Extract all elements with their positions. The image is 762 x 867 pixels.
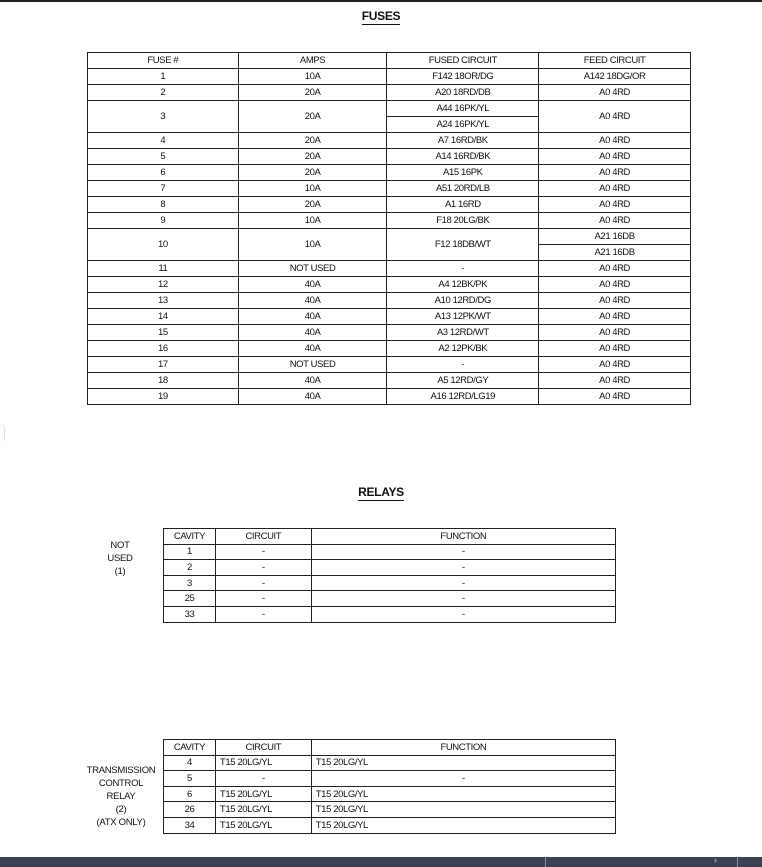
relay-cavity: 2 [164,560,216,576]
header-feed-circuit: FEED CIRCUIT [539,53,691,69]
relay-function: - [311,575,615,591]
relay-function: - [311,560,615,576]
relay-table-header [164,740,616,756]
fuse-row [88,181,691,197]
feed-circuit: A0 4RD [539,149,691,165]
relay-row [164,544,616,560]
relay-row [164,591,616,607]
fused-circuit-line: A24 16PK/YL [387,116,538,132]
relay-table-header [164,529,616,545]
fuse-row [88,133,691,149]
fuse-number: 7 [88,181,239,197]
fuse-number: 6 [88,165,239,181]
fuse-row [88,69,691,85]
fused-circuit: A2 12PK/BK [387,341,539,357]
label-line: USED [107,553,133,564]
relay-cavity: 33 [164,606,216,622]
fuse-amps: 10A [238,213,387,229]
fuse-amps: 40A [238,389,387,405]
relay-row [164,771,616,787]
fuse-amps: NOT USED [238,261,387,277]
relay-cavity: 3 [164,575,216,591]
fuse-number: 1 [88,69,239,85]
relay-function: T15 20LG/YL [311,786,615,802]
relay-circuit: T15 20LG/YL [215,817,311,833]
fuse-number: 12 [88,277,239,293]
fuse-row [88,85,691,101]
not-used-relay-table [163,528,616,623]
fused-circuit: F142 18OR/DG [387,69,539,85]
fuse-number: 2 [88,85,239,101]
relay-row [164,755,616,771]
relay-cavity: 26 [164,802,216,818]
relay-cavity: 6 [164,786,216,802]
fuse-amps: 10A [238,229,387,261]
relay-cavity: 34 [164,817,216,833]
fuse-table [87,52,691,405]
label-line: NOT [110,540,130,551]
fuse-row [88,293,691,309]
feed-circuit: A0 4RD [539,309,691,325]
feed-circuit: A0 4RD [539,341,691,357]
fused-circuit-line: A44 16PK/YL [436,103,490,114]
relay-circuit: T15 20LG/YL [215,786,311,802]
fuse-row [88,213,691,229]
fuse-row [88,197,691,213]
label-line: CONTROL [98,778,144,789]
fuse-number: 17 [88,357,239,373]
fused-circuit: A1 16RD [387,197,539,213]
fuse-number: 3 [88,101,239,133]
fuse-number: 14 [88,309,239,325]
header-function: FUNCTION [311,529,615,545]
fused-circuit: - [387,261,539,277]
feed-circuit-line: A21 16DB [594,231,635,242]
fuse-number: 11 [88,261,239,277]
relay-row [164,802,616,818]
header-cavity: CAVITY [164,740,216,756]
fuse-number: 13 [88,293,239,309]
page-edge-tab [0,424,5,442]
feed-circuit: A0 4RD [539,133,691,149]
header-fused-circuit: FUSED CIRCUIT [387,53,539,69]
fuse-amps: 40A [238,325,387,341]
fused-circuit: A20 18RD/DB [387,85,539,101]
fuse-row [88,165,691,181]
fuse-number: 16 [88,341,239,357]
relay-row [164,606,616,622]
header-circuit: CIRCUIT [215,529,311,545]
transmission-relay-table [163,739,616,834]
fused-circuit: A5 12RD/GY [387,373,539,389]
label-line: TRANSMISSION [86,765,156,776]
fused-circuit: A13 12PK/WT [387,309,539,325]
relay-circuit: T15 20LG/YL [215,755,311,771]
fused-circuit: F12 18DB/WT [387,229,539,261]
fuse-row [88,277,691,293]
fused-circuit: A7 16RD/BK [387,133,539,149]
fuse-amps: 40A [238,341,387,357]
footer-bar [0,857,762,867]
fuse-number: 4 [88,133,239,149]
fuse-amps: 20A [238,101,387,133]
feed-circuit: A0 4RD [539,325,691,341]
relay-circuit: - [215,544,311,560]
feed-circuit: A0 4RD [539,357,691,373]
fuse-amps: NOT USED [238,357,387,373]
fuse-amps: 10A [238,181,387,197]
fuse-number: 19 [88,389,239,405]
fuse-number: 18 [88,373,239,389]
feed-circuit: A0 4RD [539,261,691,277]
feed-circuit: A0 4RD [539,165,691,181]
relay-circuit: - [215,575,311,591]
fuse-row [88,261,691,277]
relays-title: RELAYS [358,485,404,499]
relay-cavity: 5 [164,771,216,787]
fuse-amps: 10A [238,69,387,85]
fused-circuit: A4 12BK/PK [387,277,539,293]
fuse-row [88,309,691,325]
feed-circuit: A0 4RD [539,293,691,309]
fused-circuit: - [387,357,539,373]
fuse-amps: 20A [238,133,387,149]
label-line: (2) [115,804,127,815]
relay-function: - [311,591,615,607]
relay-function: T15 20LG/YL [311,817,615,833]
feed-circuit: A0 4RD [539,277,691,293]
footer-divider [737,857,738,867]
feed-circuit: A0 4RD [539,197,691,213]
chevron-right-icon[interactable]: › [714,855,717,865]
header-circuit: CIRCUIT [215,740,311,756]
relay-circuit: - [215,560,311,576]
header-cavity: CAVITY [164,529,216,545]
fuse-number: 15 [88,325,239,341]
top-border [0,0,762,2]
label-line: RELAY [106,791,136,802]
fuse-amps: 20A [238,197,387,213]
fuse-number: 9 [88,213,239,229]
fuse-row [88,325,691,341]
feed-circuit: A0 4RD [539,181,691,197]
fused-circuit: A10 12RD/DG [387,293,539,309]
relay-cavity: 4 [164,755,216,771]
fuse-amps: 20A [238,85,387,101]
relay-row [164,817,616,833]
relay-circuit: - [215,606,311,622]
fused-circuit: A51 20RD/LB [387,181,539,197]
fuse-amps: 40A [238,373,387,389]
fuse-row [88,229,691,261]
fuse-amps: 40A [238,293,387,309]
label-line: (1) [114,566,126,577]
feed-circuit: A0 4RD [539,389,691,405]
feed-circuit [539,229,691,261]
fused-circuit: F18 20LG/BK [387,213,539,229]
relay-circuit: - [215,771,311,787]
header-amps: AMPS [238,53,387,69]
relay-function: - [311,544,615,560]
transmission-control-relay-label [82,764,160,829]
relay-row [164,560,616,576]
fuse-number: 5 [88,149,239,165]
fuse-row [88,389,691,405]
fused-circuit: A14 16RD/BK [387,149,539,165]
relay-function: T15 20LG/YL [311,755,615,771]
footer-divider [545,857,546,867]
label-line: (ATX ONLY) [96,817,146,828]
relay-circuit: - [215,591,311,607]
not-used-label [92,539,148,578]
header-function: FUNCTION [311,740,615,756]
fuse-row [88,373,691,389]
relay-function: - [311,606,615,622]
feed-circuit: A0 4RD [539,213,691,229]
fuse-amps: 20A [238,149,387,165]
fused-circuit: A3 12RD/WT [387,325,539,341]
fuse-amps: 20A [238,165,387,181]
feed-circuit: A142 18DG/OR [539,69,691,85]
fuse-amps: 40A [238,277,387,293]
relay-row [164,786,616,802]
fuse-row [88,101,691,133]
fuse-amps: 40A [238,309,387,325]
fuse-row [88,341,691,357]
fuse-row [88,149,691,165]
fused-circuit [387,101,539,133]
fuse-number: 8 [88,197,239,213]
relay-cavity: 25 [164,591,216,607]
relay-row [164,575,616,591]
fused-circuit: A15 16PK [387,165,539,181]
fuse-row [88,357,691,373]
relay-cavity: 1 [164,544,216,560]
fuse-number: 10 [88,229,239,261]
fuse-table-header [88,53,691,69]
feed-circuit: A0 4RD [539,101,691,133]
relay-function: - [311,771,615,787]
feed-circuit-line: A21 16DB [539,244,690,260]
relay-circuit: T15 20LG/YL [215,802,311,818]
fused-circuit: A16 12RD/LG19 [387,389,539,405]
feed-circuit: A0 4RD [539,85,691,101]
fuses-title: FUSES [361,9,401,23]
header-fuse-number: FUSE # [88,53,239,69]
feed-circuit: A0 4RD [539,373,691,389]
relay-function: T15 20LG/YL [311,802,615,818]
